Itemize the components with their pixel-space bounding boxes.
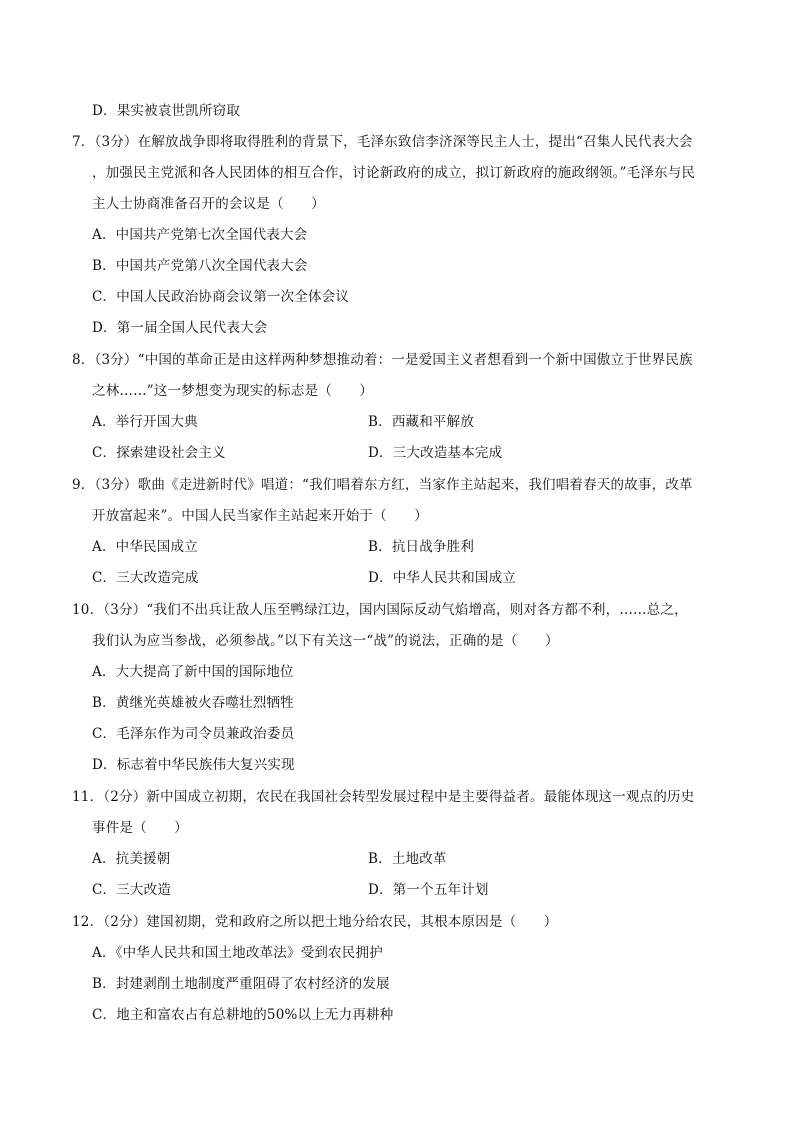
option-7b: B．中国共产党第八次全国代表大会 (92, 258, 308, 274)
option-8b: B．西藏和平解放 (368, 414, 475, 430)
question-11-stem-line-1: 11．（2分）新中国成立初期，农民在我国社会转型发展过程中是主要得益者。最能体现这一观点的历史 (72, 789, 695, 805)
option-9d: D．中华人民共和国成立 (368, 570, 517, 586)
option-8d: D．三大改造基本完成 (368, 445, 503, 461)
option-11b: B．土地改革 (368, 851, 447, 867)
option-7c: C．中国人民政治协商会议第一次全体会议 (92, 289, 350, 305)
option-8a: A．举行开国大典 (92, 414, 198, 430)
option-10d: D．标志着中华民族伟大复兴实现 (92, 757, 295, 773)
question-7-stem-line-3: 主人士协商准备召开的会议是（ ） (92, 196, 325, 212)
question-12-stem-line-1: 12．（2分）建国初期，党和政府之所以把土地分给农民，其根本原因是（ ） (72, 914, 558, 930)
option-7d: D．第一届全国人民代表大会 (92, 320, 268, 336)
option-11c: C．三大改造 (92, 882, 172, 898)
option-11d: D．第一个五年计划 (368, 882, 489, 898)
question-7-stem-line-1: 7．（3分）在解放战争即将取得胜利的背景下，毛泽东致信李济深等民主人士，提出“召集人民代表大会 (72, 134, 693, 150)
option-8c: C．探索建设社会主义 (92, 445, 226, 461)
option-12a: A．《中华人民共和国土地改革法》受到农民拥护 (92, 945, 383, 961)
option-10c: C．毛泽东作为司令员兼政治委员 (92, 726, 295, 742)
option-9a: A．中华民国成立 (92, 539, 198, 555)
question-8-stem-line-2: 之林……”这一梦想变为现实的标志是（ ） (92, 383, 374, 399)
option-6d: D．果实被袁世凯所窃取 (92, 103, 241, 119)
option-9c: C．三大改造完成 (92, 570, 199, 586)
question-10-stem-line-1: 10．（3分）“我们不出兵让敌人压至鸭绿江边，国内国际反动气焰增高，则对各方都不利，……总之， (72, 602, 688, 618)
question-11-stem-line-2: 事件是（ ） (92, 820, 188, 836)
question-8-stem-line-1: 8．（3分）“中国的革命正是由这样两种梦想推动着：一是爱国主义者想看到一个新中国傲立于世界民族 (72, 352, 693, 368)
option-10b: B．黄继光英雄被火吞噬壮烈牺牲 (92, 695, 294, 711)
option-12c: C．地主和富农占有总耕地的50%以上无力再耕种 (92, 1007, 394, 1023)
option-10a: A．大大提高了新中国的国际地位 (92, 664, 294, 680)
option-7a: A．中国共产党第七次全国代表大会 (92, 227, 308, 243)
question-9-stem-line-1: 9．（3分）歌曲《走进新时代》唱道：“我们唱着东方红，当家作主站起来，我们唱着春天的故事，改革 (72, 477, 693, 493)
option-11a: A．抗美援朝 (92, 851, 171, 867)
option-12b: B．封建剥削土地制度严重阻碍了农村经济的发展 (92, 976, 390, 992)
question-9-stem-line-2: 开放富起来”。中国人民当家作主站起来开始于（ ） (92, 508, 428, 524)
question-7-stem-line-2: ，加强民主党派和各人民团体的相互合作，讨论新政府的成立，拟订新政府的施政纲领。”毛泽东与民 (92, 165, 696, 181)
question-10-stem-line-2: 我们认为应当参战，必须参战。”以下有关这一“战”的说法，正确的是（ ） (92, 633, 559, 649)
option-9b: B．抗日战争胜利 (368, 539, 475, 555)
